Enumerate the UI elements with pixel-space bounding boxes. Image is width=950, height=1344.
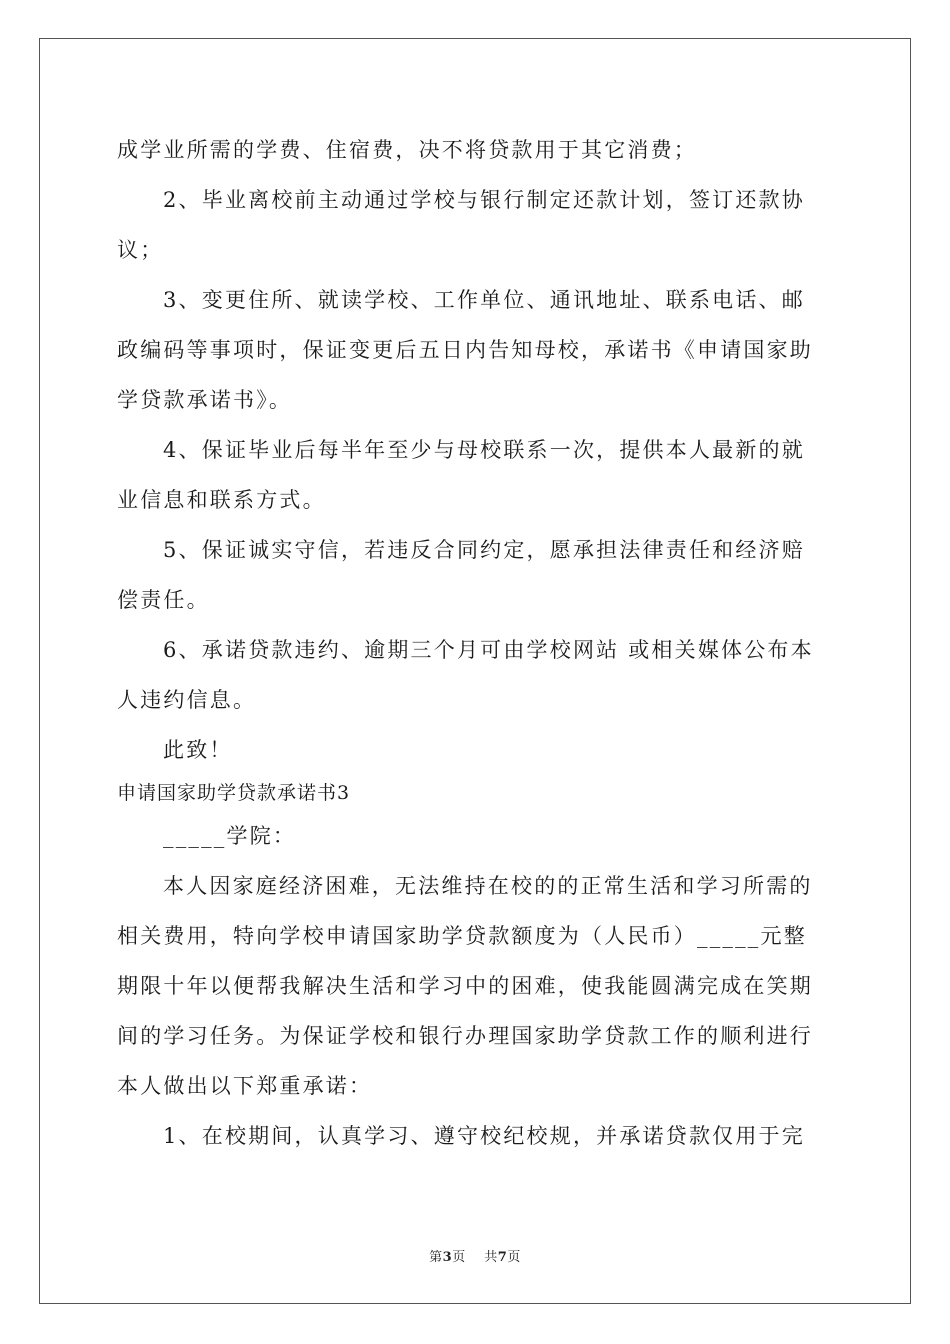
text-line: 政编码等事项时，保证变更后五日内告知母校，承诺书《申请国家助 [117, 338, 813, 362]
text-line: 本人做出以下郑重承诺： [117, 1074, 373, 1098]
text-line: 间的学习任务。为保证学校和银行办理国家助学贷款工作的顺利进行 [117, 1024, 813, 1048]
text-line: 偿责任。 [117, 588, 210, 612]
closing-salutation: 此致！ [163, 738, 233, 762]
page-prefix: 第 [429, 1250, 443, 1265]
text-line: 期限十年以便帮我解决生活和学习中的困难，使我能圆满完成在笑期 [117, 974, 813, 998]
text-line: 议； [117, 238, 164, 262]
text-line: 1、在校期间，认真学习、遵守校纪校规，并承诺贷款仅用于完 [163, 1124, 805, 1148]
page-footer [0, 1246, 950, 1265]
text-line: 学贷款承诺书》。 [117, 388, 293, 412]
text-line: 5、保证诚实守信，若违反合同约定，愿承担法律责任和经济赔 [163, 538, 805, 562]
page-suffix: 页 [452, 1250, 466, 1265]
section-title: 申请国家助学贷款承诺书3 [117, 782, 351, 804]
total-prefix: 共 [484, 1250, 498, 1265]
text-line: 人违约信息。 [117, 688, 257, 712]
text-line: 本人因家庭经济困难，无法维持在校的的正常生活和学习所需的 [163, 874, 813, 898]
text-line: 3、变更住所、就读学校、工作单位、通讯地址、联系电话、邮 [163, 288, 805, 312]
total-page-count: 7 [497, 1250, 508, 1265]
addressee-line: _____学院： [163, 824, 297, 848]
total-suffix: 页 [507, 1250, 521, 1265]
text-line: 2、毕业离校前主动通过学校与银行制定还款计划，签订还款协 [163, 188, 805, 212]
text-line: 相关费用，特向学校申请国家助学贷款额度为（人民币）_____元整 [117, 924, 807, 948]
text-line: 业信息和联系方式。 [117, 488, 326, 512]
text-line: 6、承诺贷款违约、逾期三个月可由学校网站 或相关媒体公布本 [163, 638, 814, 662]
text-line: 成学业所需的学费、住宿费，决不将贷款用于其它消费； [117, 138, 697, 162]
current-page-number: 3 [442, 1250, 453, 1265]
document-body [117, 125, 833, 1161]
text-line: 4、保证毕业后每半年至少与母校联系一次，提供本人最新的就 [163, 438, 805, 462]
